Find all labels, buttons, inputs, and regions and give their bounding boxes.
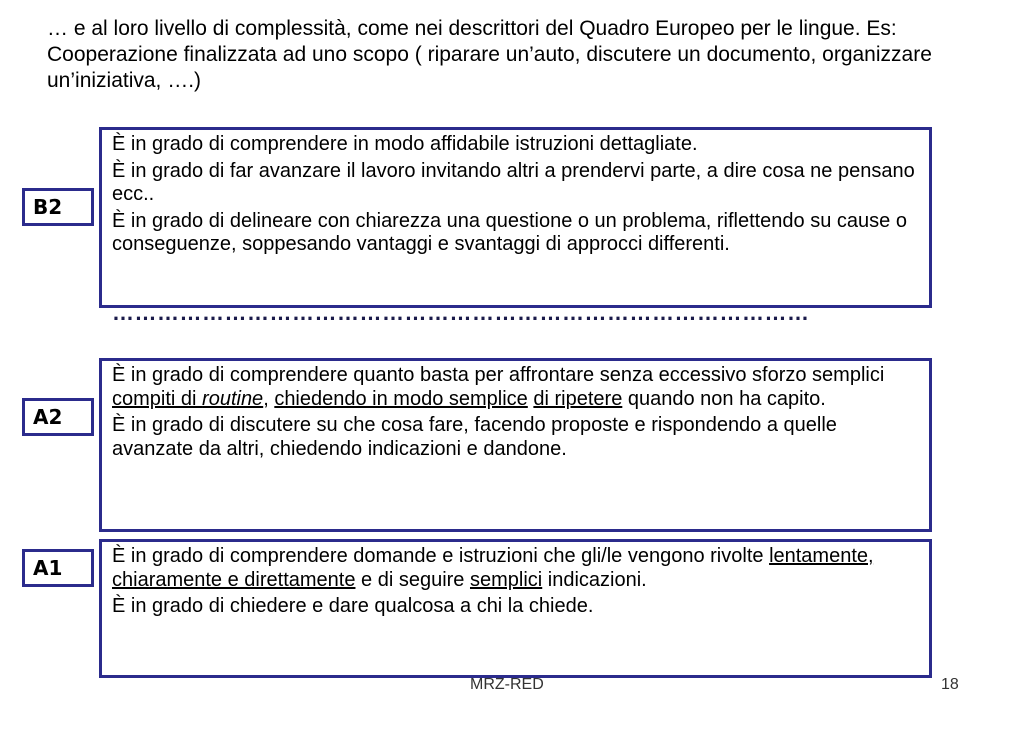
- dotted-separator: …………………………………………………………………………………: [112, 300, 810, 325]
- descriptor-box-b2: [99, 127, 932, 308]
- descriptor-b2-1: È in grado di comprendere in modo affidabile istruzioni dettagliate.: [112, 133, 698, 155]
- descriptor-a1-2: È in grado di chiedere e dare qualcosa a chi la chiede.: [112, 595, 594, 617]
- underlined-lentamente: lentamente, chiaramente e direttamente: [112, 545, 874, 591]
- level-label-a1: A1: [22, 549, 94, 587]
- level-label-b2: B2: [22, 188, 94, 226]
- level-label-a2: A2: [22, 398, 94, 436]
- footer-author: MRZ-RED: [470, 676, 544, 693]
- underlined-chiedendo: chiedendo in modo semplice: [274, 387, 528, 410]
- underlined-compiti-text: compiti di: [112, 387, 203, 410]
- descriptor-a2-2: È in grado di discutere su che cosa fare, facendo proposte e rispondendo a quelle avanzate da altri, chiedendo indicazioni e dandone.: [112, 414, 837, 460]
- descriptor-a2-1: [112, 364, 919, 411]
- descriptor-a2-1-text-a: È in grado di comprendere quanto basta per affrontare senza eccessivo sforzo semplici: [112, 364, 885, 386]
- descriptor-a1-1-text-b: e di seguire: [355, 568, 470, 591]
- descriptor-a1-1-text-c: indicazioni.: [542, 568, 647, 591]
- underlined-ripetere: di ripetere: [533, 387, 623, 410]
- intro-text: … e al loro livello di complessità, come nei descrittori del Quadro Europeo per le lingue. Es: Cooperazione finalizzata ad uno scopo ( riparare un’auto, discutere un documento, organizzare un’iniziativa, ….): [47, 17, 932, 92]
- descriptor-a2-1-text-b: ,: [263, 387, 275, 410]
- descriptor-b2-2: È in grado di far avanzare il lavoro invitando altri a prendervi parte, a dire cosa ne pensano ecc..: [112, 159, 915, 205]
- underlined-semplici: semplici: [469, 568, 543, 591]
- descriptor-a1-1: [112, 545, 919, 592]
- descriptor-box-a2: [99, 358, 932, 532]
- descriptor-a1-1-text-a: È in grado di comprendere domande e istruzioni che gli/le vengono rivolte: [112, 545, 770, 567]
- routine-italic: routine: [202, 387, 264, 410]
- descriptor-a2-1-text-d: quando non ha capito.: [622, 387, 826, 410]
- descriptor-box-a1: [99, 539, 932, 678]
- descriptor-b2-3: È in grado di delineare con chiarezza una questione o un problema, riflettendo su cause o conseguenze, soppesando vantaggi e svantaggi di approcci differenti.: [112, 209, 907, 255]
- page-number: 18: [941, 676, 959, 693]
- underlined-compiti: [112, 388, 263, 410]
